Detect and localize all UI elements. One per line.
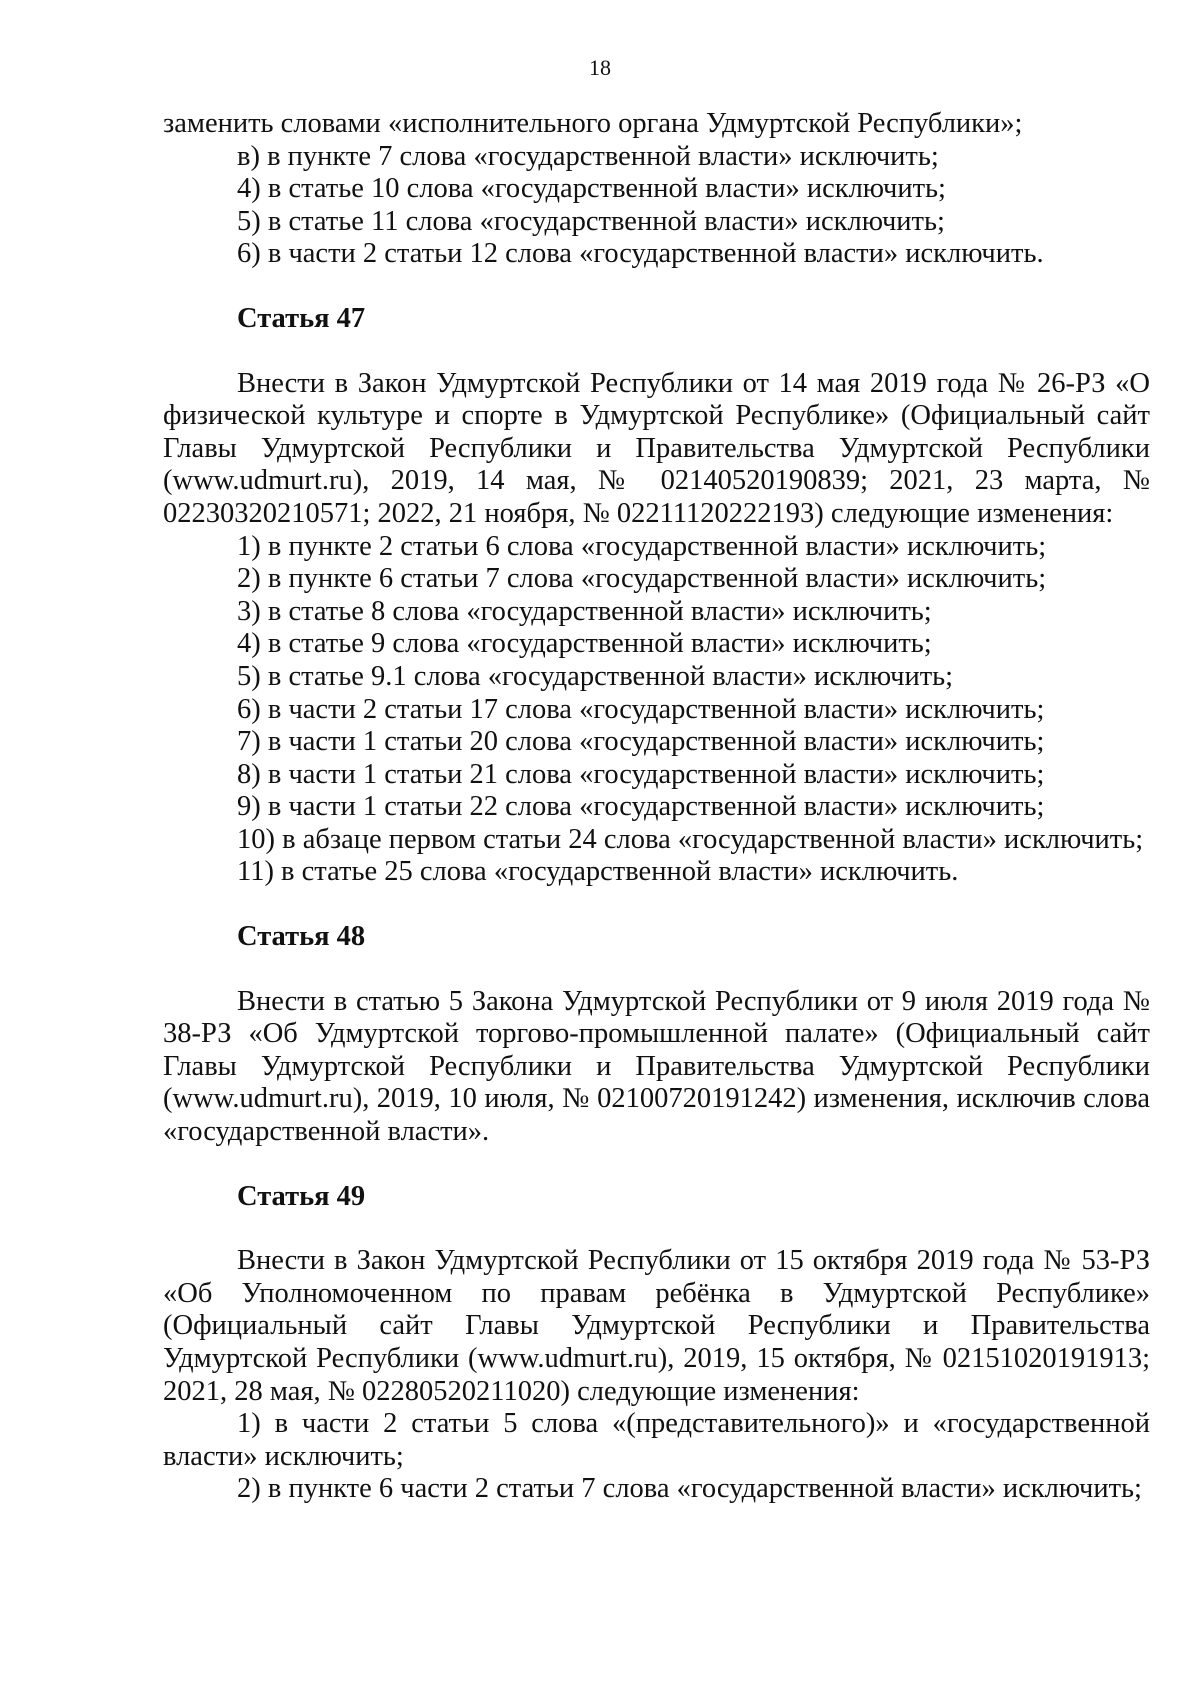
list-item: 6) в части 2 статьи 12 слова «государственной власти» исключить. (237, 238, 1044, 270)
list-item: 3) в статье 8 слова «государственной власти» исключить; (237, 595, 932, 627)
article-paragraph: Внести в Закон Удмуртской Республики от 15 октября 2019 года № 53-РЗ «Об Уполномоченном по правам ребёнка в Удмуртской Республике» (Официальный сайт Главы Удмуртской Республики и Правительства Удмуртской Республики (www.udmurt.ru), 2019, 15 октября, № 02151020191913; 2021, 28 мая, № 02280520211020) следующие изменения: (163, 1245, 1150, 1407)
list-item: 5) в статье 11 слова «государственной власти» исключить; (237, 205, 945, 237)
list-item: 2) в пункте 6 статьи 7 слова «государственной власти» исключить; (237, 563, 1047, 595)
list-item: 2) в пункте 6 части 2 статьи 7 слова «государственной власти» исключить; (237, 1473, 1142, 1505)
list-item: 1) в пункте 2 статьи 6 слова «государственной власти» исключить; (237, 530, 1047, 562)
list-item: 5) в статье 9.1 слова «государственной власти» исключить; (237, 660, 954, 692)
article-paragraph: Внести в Закон Удмуртской Республики от 14 мая 2019 года № 26-РЗ «О физической культуре и спорте в Удмуртской Республике» (Официальный сайт Главы Удмуртской Республики и Правительства Удмуртской Республики (www.udmurt.ru), 2019, 14 мая, № 02140520190839; 2021, 23 марта, № 02230320210571; 2022, 21 ноября, № 02211120222193) следующие изменения: (163, 367, 1150, 529)
list-item: 1) в части 2 статьи 5 слова «(представительного)» и «государственной власти» исключить; (163, 1408, 1150, 1472)
page-number: 18 (589, 55, 611, 80)
list-item: 11) в статье 25 слова «государственной власти» исключить. (237, 856, 959, 888)
list-item: 9) в части 1 статьи 22 слова «государственной власти» исключить; (237, 791, 1045, 823)
list-item: 7) в части 1 статьи 20 слова «государственной власти» исключить; (237, 726, 1045, 758)
article-paragraph: Внести в статью 5 Закона Удмуртской Республики от 9 июля 2019 года № 38-РЗ «Об Удмуртской торгово-промышленной палате» (Официальный сайт Главы Удмуртской Республики и Правительства Удмуртской Республики (www.udmurt.ru), 2019, 10 июля, № 02100720191242) изменения, исключив слова «государственной власти». (163, 985, 1150, 1148)
list-item: 4) в статье 9 слова «государственной власти» исключить; (237, 628, 932, 660)
article-heading-47: Статья 47 (237, 302, 366, 334)
intro-continuation: заменить словами «исполнительного органа Удмуртской Республики»; (163, 108, 1023, 139)
list-item: 4) в статье 10 слова «государственной власти» исключить; (237, 173, 946, 205)
article-heading-48: Статья 48 (237, 921, 366, 953)
document-body (163, 108, 1150, 1506)
article-heading-49: Статья 49 (237, 1180, 366, 1212)
list-item: в) в пункте 7 слова «государственной власти» исключить; (237, 140, 939, 172)
list-item: 8) в части 1 статьи 21 слова «государственной власти» исключить; (237, 758, 1045, 790)
list-item: 6) в части 2 статьи 17 слова «государственной власти» исключить; (237, 693, 1045, 725)
list-item: 10) в абзаце первом статьи 24 слова «государственной власти» исключить; (237, 823, 1144, 855)
